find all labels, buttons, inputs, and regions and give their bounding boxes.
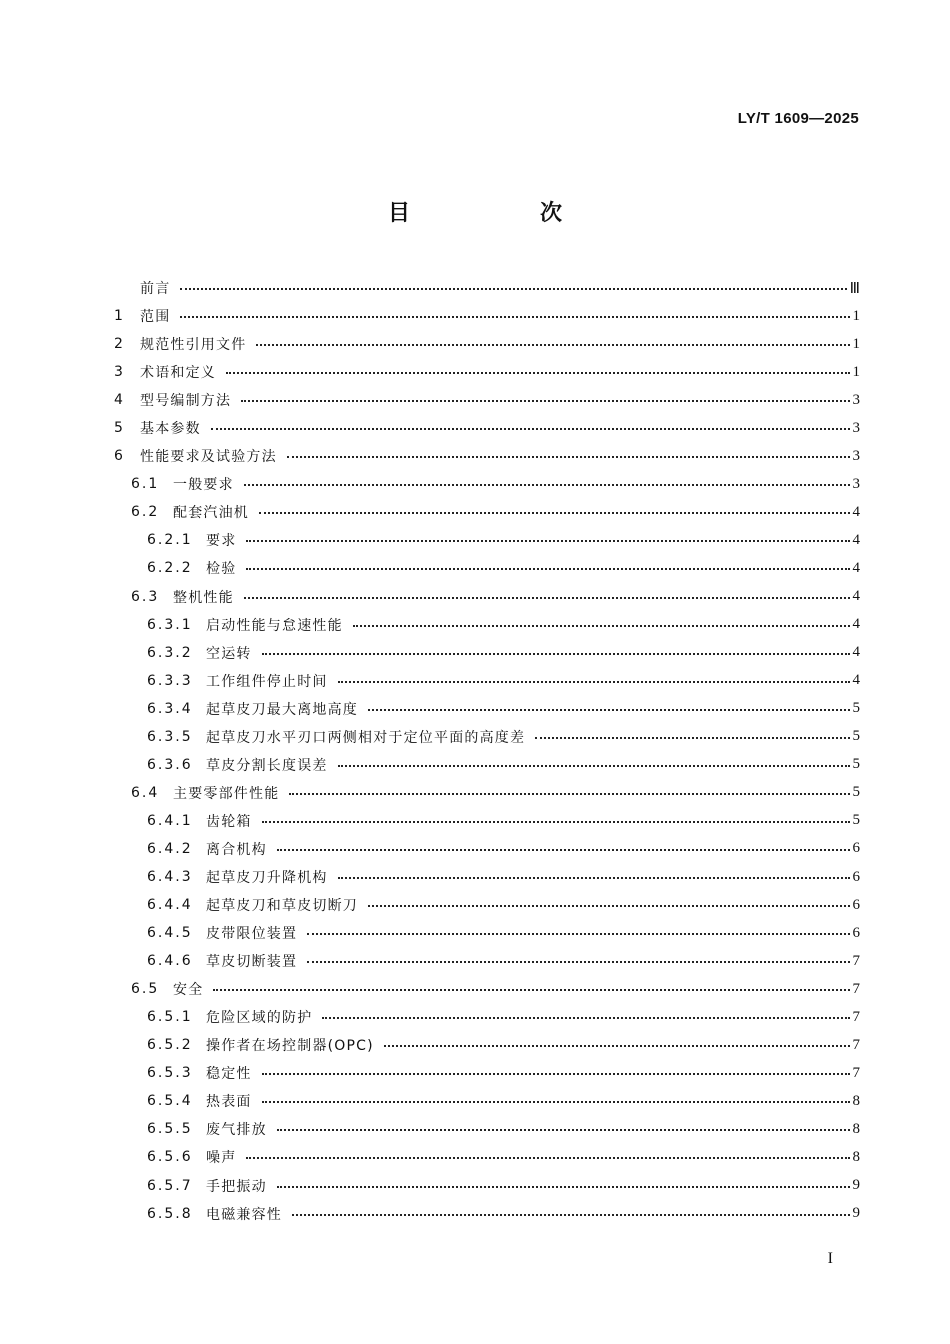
toc-entry[interactable] bbox=[114, 414, 860, 442]
toc-entry[interactable] bbox=[114, 498, 860, 526]
toc-leader-dots bbox=[277, 1129, 850, 1131]
toc-entry[interactable] bbox=[114, 947, 860, 975]
toc-leader-dots bbox=[241, 400, 849, 402]
toc-entry-label: 范围 bbox=[140, 309, 171, 326]
toc-entry-number: 6.5.7 bbox=[147, 1177, 193, 1194]
toc-entry[interactable] bbox=[114, 1003, 860, 1031]
toc-leader-dots bbox=[368, 905, 850, 907]
toc-leader-dots bbox=[246, 568, 849, 570]
toc-entry-number: 6.5.6 bbox=[147, 1149, 193, 1166]
toc-entry-number: 6.5.3 bbox=[147, 1065, 193, 1082]
toc-entry-label: 术语和定义 bbox=[140, 365, 216, 382]
toc-entry-number: 6.3.4 bbox=[147, 700, 193, 717]
toc-leader-dots bbox=[353, 625, 850, 627]
toc-entry[interactable] bbox=[114, 1059, 860, 1087]
toc-entry-label: 整机性能 bbox=[173, 589, 234, 606]
toc-entry-number: 6.4.2 bbox=[147, 840, 193, 857]
toc-entry-number: 6.5.4 bbox=[147, 1093, 193, 1110]
toc-entry-label: 启动性能与怠速性能 bbox=[206, 617, 343, 634]
toc-entry-label: 危险区域的防护 bbox=[206, 1010, 313, 1027]
toc-leader-dots bbox=[307, 961, 849, 963]
toc-entry-page: 5 bbox=[852, 756, 860, 773]
toc-entry[interactable] bbox=[114, 1200, 860, 1228]
page-title: 目 次 bbox=[387, 201, 616, 226]
toc-entry-page: 4 bbox=[852, 616, 860, 633]
toc-entry[interactable] bbox=[114, 470, 860, 498]
toc-entry-number: 6.2.1 bbox=[147, 532, 193, 549]
toc-entry-page: 4 bbox=[852, 503, 860, 520]
toc-entry-number: 6.2 bbox=[131, 504, 160, 521]
standard-number: LY/T 1609—2025 bbox=[737, 110, 859, 127]
toc-entry-number: 1 bbox=[114, 308, 123, 325]
toc-entry[interactable] bbox=[114, 779, 860, 807]
toc-entry[interactable] bbox=[114, 554, 860, 582]
toc-entry-page: 6 bbox=[852, 840, 860, 857]
toc-entry-number: 6.4.1 bbox=[147, 812, 193, 829]
toc-entry-label: 起草皮刀最大离地高度 bbox=[206, 701, 358, 718]
toc-entry-number: 6.3.2 bbox=[147, 644, 193, 661]
toc-entry[interactable] bbox=[114, 639, 860, 667]
toc-entry-number: 6.3 bbox=[131, 588, 160, 605]
toc-leader-dots bbox=[262, 653, 850, 655]
toc-entry-number: 6.1 bbox=[131, 476, 160, 493]
toc-leader-dots bbox=[259, 512, 850, 514]
toc-leader-dots bbox=[277, 1186, 850, 1188]
toc-entry[interactable] bbox=[114, 330, 860, 358]
toc-leader-dots bbox=[535, 737, 849, 739]
toc-leader-dots bbox=[292, 1214, 850, 1216]
toc-entry[interactable] bbox=[114, 1143, 860, 1171]
toc-leader-dots bbox=[180, 316, 849, 318]
toc-entry-label: 安全 bbox=[173, 982, 204, 999]
toc-entry-page: 3 bbox=[852, 391, 860, 408]
toc-entry[interactable] bbox=[114, 975, 860, 1003]
toc-entry-page: 4 bbox=[852, 559, 860, 576]
toc-entry-page: 6 bbox=[852, 924, 860, 941]
toc-entry-label: 电磁兼容性 bbox=[206, 1206, 282, 1223]
toc-entry[interactable] bbox=[114, 751, 860, 779]
toc-entry-label: 起草皮刀升降机构 bbox=[206, 870, 328, 886]
toc-entry[interactable] bbox=[114, 1115, 860, 1143]
toc-entry-label: 前言 bbox=[140, 281, 171, 298]
toc-entry[interactable] bbox=[114, 611, 860, 639]
toc-entry-label: 主要零部件性能 bbox=[173, 785, 280, 802]
toc-entry-number: 2 bbox=[114, 336, 123, 353]
toc-leader-dots bbox=[277, 849, 850, 851]
toc-entry-label: 性能要求及试验方法 bbox=[140, 449, 277, 466]
toc-entry[interactable] bbox=[114, 358, 860, 386]
toc-leader-dots bbox=[213, 989, 849, 991]
toc-entry-number: 6.4.3 bbox=[147, 869, 193, 885]
toc-entry-page: 5 bbox=[852, 784, 860, 801]
toc-entry[interactable] bbox=[114, 1087, 860, 1115]
toc-leader-dots bbox=[211, 428, 850, 430]
footer-page-number: I bbox=[827, 1250, 833, 1267]
toc-entry-number: 6.5.2 bbox=[147, 1037, 193, 1054]
toc-entry-page: 4 bbox=[852, 644, 860, 661]
toc-leader-dots bbox=[246, 540, 849, 542]
toc-entry-page: 3 bbox=[852, 475, 860, 492]
toc-entry-label: 规范性引用文件 bbox=[140, 337, 247, 354]
toc-entry-page: Ⅲ bbox=[849, 280, 860, 297]
toc-entry-page: 4 bbox=[852, 672, 860, 689]
toc-entry[interactable] bbox=[114, 667, 860, 695]
toc-entry-number: 3 bbox=[114, 364, 123, 381]
toc-entry-page: 7 bbox=[852, 1064, 860, 1081]
toc-leader-dots bbox=[307, 933, 849, 935]
toc-entry-label: 配套汽油机 bbox=[173, 505, 249, 522]
toc-entry-page: 5 bbox=[852, 812, 860, 829]
toc-leader-dots bbox=[262, 821, 850, 823]
toc-entry[interactable] bbox=[114, 695, 860, 723]
toc-entry-number: 6.5.1 bbox=[147, 1009, 193, 1026]
toc-entry-label: 空运转 bbox=[206, 645, 252, 662]
toc-entry-label: 热表面 bbox=[206, 1094, 252, 1111]
toc-entry[interactable] bbox=[114, 1172, 860, 1200]
toc-entry-page: 4 bbox=[852, 588, 860, 605]
toc-entry-number: 6.3.3 bbox=[147, 672, 193, 689]
toc-entry-page: 4 bbox=[852, 531, 860, 548]
toc-leader-dots bbox=[262, 1101, 850, 1103]
toc-entry-label: 基本参数 bbox=[140, 421, 201, 438]
toc-entry-label: 操作者在场控制器(OPC) bbox=[206, 1038, 374, 1055]
toc-entry-label: 手把振动 bbox=[206, 1178, 267, 1195]
toc-leader-dots bbox=[338, 877, 850, 879]
toc-leader-dots bbox=[289, 793, 849, 795]
toc-entry-page: 5 bbox=[852, 700, 860, 717]
toc-entry[interactable] bbox=[114, 863, 860, 891]
toc-entry[interactable] bbox=[114, 583, 860, 611]
toc-leader-dots bbox=[368, 709, 850, 711]
toc-entry-page: 1 bbox=[852, 363, 860, 380]
toc-entry-page: 9 bbox=[852, 1205, 860, 1222]
toc-entry-number: 6.4 bbox=[131, 784, 160, 801]
toc-entry-label: 齿轮箱 bbox=[206, 813, 252, 830]
toc-entry-page: 3 bbox=[852, 419, 860, 436]
toc-entry[interactable] bbox=[114, 891, 860, 919]
toc-leader-dots bbox=[256, 344, 849, 346]
toc-entry[interactable] bbox=[114, 807, 860, 835]
toc-entry-label: 离合机构 bbox=[206, 841, 267, 858]
toc-leader-dots bbox=[246, 1157, 849, 1159]
toc-entry-page: 8 bbox=[852, 1148, 860, 1165]
toc-entry-label: 一般要求 bbox=[173, 477, 234, 494]
toc-leader-dots bbox=[262, 1073, 850, 1075]
toc-entry[interactable] bbox=[114, 302, 860, 330]
toc-entry[interactable] bbox=[114, 526, 860, 554]
toc-entry-label: 工作组件停止时间 bbox=[206, 673, 328, 690]
toc-entry[interactable] bbox=[114, 1031, 860, 1059]
toc-entry-label: 起草皮刀水平刃口两侧相对于定位平面的高度差 bbox=[206, 729, 526, 746]
toc-entry-number: 6.5.5 bbox=[147, 1121, 193, 1138]
toc-entry-page: 6 bbox=[852, 896, 860, 913]
toc-entry-page: 3 bbox=[852, 447, 860, 464]
toc-entry-page: 1 bbox=[852, 335, 860, 352]
toc-entry-label: 稳定性 bbox=[206, 1066, 252, 1083]
toc-entry[interactable] bbox=[114, 919, 860, 947]
toc-entry-page: 5 bbox=[852, 728, 860, 745]
toc-entry-page: 6 bbox=[852, 868, 860, 885]
toc-entry[interactable] bbox=[114, 835, 860, 863]
toc-entry-label: 噪声 bbox=[206, 1150, 237, 1167]
toc-entry-number: 6.2.2 bbox=[147, 560, 193, 577]
toc-entry-number: 6.4.5 bbox=[147, 925, 193, 942]
toc-leader-dots bbox=[180, 288, 846, 290]
toc-entry-page: 7 bbox=[852, 952, 860, 969]
toc-entry-number: 6 bbox=[114, 448, 123, 465]
toc-entry[interactable] bbox=[114, 386, 860, 414]
toc-entry-label: 草皮切断装置 bbox=[206, 954, 298, 971]
toc-leader-dots bbox=[244, 597, 850, 599]
toc-entry-label: 废气排放 bbox=[206, 1122, 267, 1139]
toc-entry-page: 8 bbox=[852, 1092, 860, 1109]
toc-entry-label: 皮带限位装置 bbox=[206, 926, 298, 943]
toc-entry-page: 1 bbox=[852, 307, 860, 324]
toc-entry-label: 草皮分割长度误差 bbox=[206, 757, 328, 774]
toc-entry-number: 6.5 bbox=[131, 981, 160, 998]
toc-entry-number: 6.4.4 bbox=[147, 897, 193, 914]
toc-entry-label: 要求 bbox=[206, 533, 237, 550]
toc-leader-dots bbox=[287, 456, 850, 458]
toc-entry-number: 4 bbox=[114, 392, 123, 409]
toc-entry-label: 起草皮刀和草皮切断刀 bbox=[206, 898, 358, 915]
toc-entry-number: 6.4.6 bbox=[147, 953, 193, 970]
toc-entry-label: 型号编制方法 bbox=[140, 393, 232, 410]
toc-entry-label: 检验 bbox=[206, 561, 237, 578]
toc-entry-number: 6.3.6 bbox=[147, 756, 193, 773]
toc-entry-number: 6.3.5 bbox=[147, 728, 193, 745]
toc-entry-page: 8 bbox=[852, 1120, 860, 1137]
toc-entry[interactable] bbox=[114, 723, 860, 751]
toc-leader-dots bbox=[322, 1017, 849, 1019]
toc-entry-number: 6.3.1 bbox=[147, 616, 193, 633]
toc-leader-dots bbox=[244, 484, 850, 486]
toc-entry[interactable] bbox=[114, 442, 860, 470]
toc-entry-page: 7 bbox=[852, 980, 860, 997]
toc-entry-page: 7 bbox=[852, 1008, 860, 1025]
toc-leader-dots bbox=[384, 1045, 850, 1047]
toc-leader-dots bbox=[338, 765, 850, 767]
toc-entry-page: 7 bbox=[852, 1036, 860, 1053]
toc-leader-dots bbox=[226, 372, 850, 374]
table-of-contents bbox=[114, 274, 860, 1228]
toc-leader-dots bbox=[338, 681, 850, 683]
toc-entry[interactable] bbox=[114, 274, 860, 302]
toc-entry-number: 6.5.8 bbox=[147, 1205, 193, 1222]
toc-entry-page: 9 bbox=[852, 1177, 860, 1194]
toc-entry-number: 5 bbox=[114, 420, 123, 437]
